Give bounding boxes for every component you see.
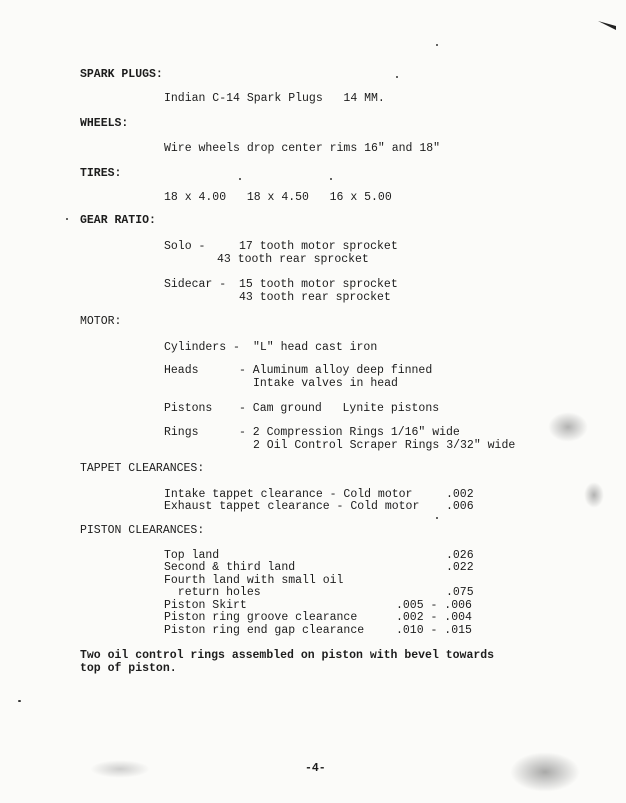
spark-plugs-line: Indian C-14 Spark Plugs 14 MM. xyxy=(164,92,385,105)
ring-gap-value: .010 - .015 xyxy=(396,624,472,637)
tappet-intake: Intake tappet clearance - Cold motor xyxy=(164,488,413,501)
tires-heading: TIRES: xyxy=(80,167,122,180)
scan-speck xyxy=(396,76,398,78)
scan-smudge-right xyxy=(548,412,588,442)
wheels-line: Wire wheels drop center rims 16" and 18" xyxy=(164,142,441,155)
pistons-value: - Cam ground Lynite pistons xyxy=(239,402,440,415)
sidecar-line-1: 15 tooth motor sprocket xyxy=(239,278,398,291)
solo-line-1: 17 tooth motor sprocket xyxy=(239,240,398,253)
piston-skirt-value: .005 - .006 xyxy=(396,599,472,612)
tappet-intake-value: .002 xyxy=(446,488,474,501)
fourth-land-value: .075 xyxy=(446,586,474,599)
solo-line-2: 43 tooth rear sprocket xyxy=(217,253,369,266)
rings-line-2: 2 Oil Control Scraper Rings 3/32" wide xyxy=(253,439,516,452)
sidecar-line-2: 43 tooth rear sprocket xyxy=(239,291,391,304)
tappet-heading: TAPPET CLEARANCES: xyxy=(80,462,205,475)
scan-smudge-bottom-left xyxy=(90,760,150,778)
fourth-land-label-2: return holes xyxy=(164,586,261,599)
cylinders-value: "L" head cast iron xyxy=(253,341,378,354)
scan-mark-corner xyxy=(598,18,618,32)
second-third-land-label: Second & third land xyxy=(164,561,296,574)
rings-line-1: - 2 Compression Rings 1/16" wide xyxy=(239,426,460,439)
second-third-land-value: .022 xyxy=(446,561,474,574)
scan-speck xyxy=(436,517,438,519)
scan-speck xyxy=(239,178,241,180)
heads-label: Heads xyxy=(164,364,199,377)
sidecar-label: Sidecar - xyxy=(164,278,234,291)
scan-smudge-right-2 xyxy=(584,482,604,508)
scan-smudge-bottom-right xyxy=(510,752,580,792)
ring-groove-value: .002 - .004 xyxy=(396,611,472,624)
piston-skirt-label: Piston Skirt xyxy=(164,599,247,612)
heads-line-2: Intake valves in head xyxy=(253,377,398,390)
fourth-land-label-1: Fourth land with small oil xyxy=(164,574,344,587)
motor-heading: MOTOR: xyxy=(80,315,122,328)
scan-speck xyxy=(436,44,438,46)
tappet-exhaust-value: .006 xyxy=(446,500,474,513)
scan-speck xyxy=(66,218,68,220)
cylinders-label: Cylinders - xyxy=(164,341,247,354)
wheels-heading: WHEELS: xyxy=(80,117,129,130)
pistons-label: Pistons xyxy=(164,402,213,415)
scan-speck xyxy=(330,178,332,180)
piston-clearances-heading: PISTON CLEARANCES: xyxy=(80,524,205,537)
gear-ratio-heading: GEAR RATIO: xyxy=(80,214,156,227)
top-land-label: Top land xyxy=(164,549,220,562)
note-line-2: top of piston. xyxy=(80,662,177,675)
page-number: -4- xyxy=(305,762,326,775)
top-land-value: .026 xyxy=(446,549,474,562)
solo-label: Solo - xyxy=(164,240,213,253)
tires-line: 18 x 4.00 18 x 4.50 16 x 5.00 xyxy=(164,191,392,204)
spark-plugs-heading: SPARK PLUGS: xyxy=(80,68,163,81)
ring-groove-label: Piston ring groove clearance xyxy=(164,611,358,624)
scan-speck xyxy=(18,700,21,702)
heads-line-1: - Aluminum alloy deep finned xyxy=(239,364,433,377)
ring-gap-label: Piston ring end gap clearance xyxy=(164,624,365,637)
tappet-exhaust: Exhaust tappet clearance - Cold motor xyxy=(164,500,420,513)
note-line-1: Two oil control rings assembled on piston with bevel towards xyxy=(80,649,495,662)
rings-label: Rings xyxy=(164,426,199,439)
